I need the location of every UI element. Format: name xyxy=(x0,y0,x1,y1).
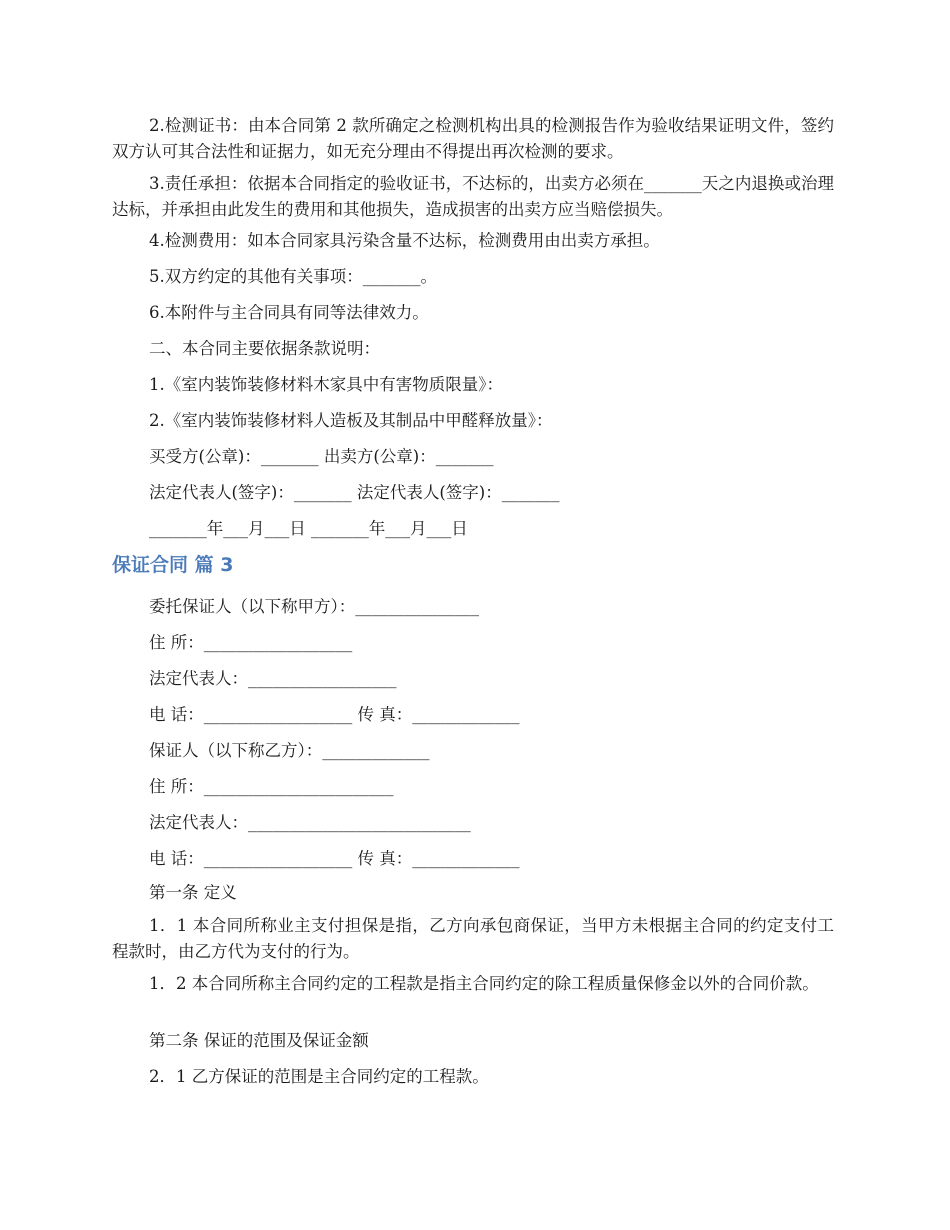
basis-item-1: 1.《室内装饰装修材料木家具中有害物质限量》： xyxy=(149,375,503,394)
guarantor-field: 保证人（以下称乙方）：_____________ xyxy=(149,741,430,760)
clause-1-2: 1．2 本合同所称主合同约定的工程款是指主合同约定的除工程质量保修金以外的合同价款。 xyxy=(149,974,819,993)
section-heading: 保证合同 篇 3 xyxy=(112,554,234,576)
principal-address-field: 住 所：__________________ xyxy=(149,633,353,652)
clause-other-matters: 5.双方约定的其他有关事项：_______。 xyxy=(149,267,437,286)
clause-test-certificate: 2.检测证书：由本合同第 2 款所确定之检测机构出具的检测报告作为验收结果证明文件，签约双方认可其合法性和证据力，如无充分理由不得提出再次检测的要求。 xyxy=(112,116,834,161)
guarantor-address-field: 住 所：_______________________ xyxy=(149,777,394,796)
clause-1-1: 1．1 本合同所称业主支付担保是指，乙方向承包商保证，当甲方未根据主合同的约定支付工程款时，由乙方代为支付的行为。 xyxy=(112,916,834,961)
representative-signature-line: 法定代表人(签字)：_______ 法定代表人(签字)：_______ xyxy=(149,483,560,502)
principal-field: 委托保证人（以下称甲方）：_______________ xyxy=(149,597,479,616)
basis-item-2: 2.《室内装饰装修材料人造板及其制品中甲醛释放量》： xyxy=(149,411,553,430)
clause-test-fee: 4.检测费用：如本合同家具污染含量不达标，检测费用由出卖方承担。 xyxy=(149,231,660,250)
seal-line: 买受方(公章)：_______ 出卖方(公章)：_______ xyxy=(149,447,494,466)
guarantor-representative-field: 法定代表人：___________________________ xyxy=(149,813,471,832)
section-basis-title: 二、本合同主要依据条款说明： xyxy=(149,339,380,358)
clause-liability: 3.责任承担：依据本合同指定的验收证书，不达标的，出卖方必须在_______天之内退换或治理达标，并承担由此发生的费用和其他损失，造成损害的出卖方应当赔偿损失。 xyxy=(112,174,834,219)
clause-2-1: 2．1 乙方保证的范围是主合同约定的工程款。 xyxy=(149,1067,489,1086)
principal-representative-field: 法定代表人：__________________ xyxy=(149,669,397,688)
principal-phone-fax-field: 电 话：__________________ 传 真：_____________ xyxy=(149,705,520,724)
date-line: _______年___月___日 _______年___月___日 xyxy=(149,519,468,538)
clause-legal-effect: 6.本附件与主合同具有同等法律效力。 xyxy=(149,303,429,322)
article-2-title: 第二条 保证的范围及保证金额 xyxy=(149,1031,369,1050)
guarantor-phone-fax-field: 电 话：__________________ 传 真：_____________ xyxy=(149,849,520,868)
article-1-title: 第一条 定义 xyxy=(149,883,237,902)
